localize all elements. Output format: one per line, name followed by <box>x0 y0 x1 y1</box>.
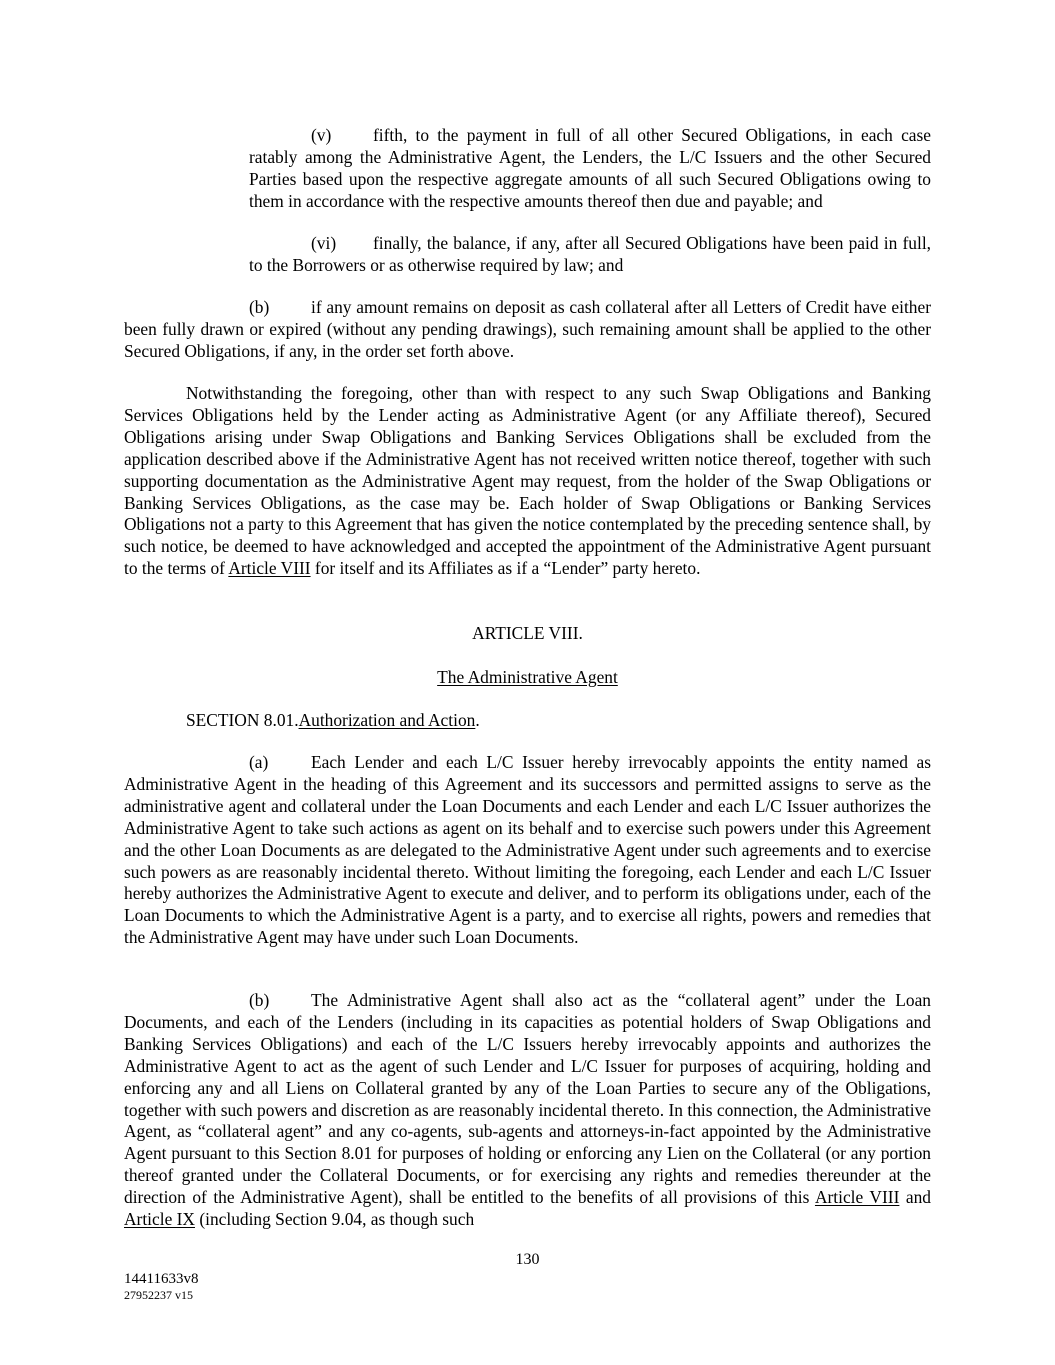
paragraph-text: finally, the balance, if any, after all Secured Obligations have been paid in full, to the Borrowers or as otherwise required by law; and <box>249 233 931 275</box>
article-heading: ARTICLE VIII. <box>472 623 583 643</box>
paragraph-text: The Administrative Agent shall also act as the “collateral agent” under the Loan Documents, and each of the Lenders (including in its capacities as potential holders of Swap Obligations and Banking Services Obligations) and each of the L/C Issuers hereby irrevocably appoints and authorizes the Administrative Agent to act as the agent of such Lender and L/C Issuer for purposes of acquiring, holding and enforcing any and all Liens on Collateral granted by any of the Loan Parties to secure any of the Obligations, together with such powers and discretion as are reasonably incidental thereto. In this connection, the Administrative Agent, as “collateral agent” and any co-agents, sub-agents and attorneys-in-fact appointed by the Administrative Agent pursuant to this Section 8.01 for purposes of holding or enforcing any Lien on the Collateral (or any portion thereof granted under the Collateral Documents, or for exercising any rights and remedies thereunder at the direction of the Administrative Agent), shall be entitled to the benefits of all provisions of this <box>124 990 931 1208</box>
section-heading: SECTION 8.01.Authorization and Action. <box>186 710 480 730</box>
article-ix-link[interactable]: Article IX <box>124 1209 195 1230</box>
page-number: 130 <box>515 1251 540 1268</box>
article-subheading-text: The Administrative Agent <box>437 667 618 687</box>
paragraph-label: (a) <box>249 752 269 772</box>
paragraph-v <box>249 125 931 213</box>
paragraph-vi <box>249 233 931 277</box>
paragraph-b-remaining-cash <box>124 297 931 363</box>
article-viii-link[interactable]: Article VIII <box>814 1187 900 1208</box>
document-id-primary: 14411633v8 <box>124 1271 199 1287</box>
paragraph-text: fifth, to the payment in full of all other Secured Obligations, in each case ratably among the Administrative Agent, the Lenders, the L/C Issuers and the other Secured Parties based upon the respective aggregate amounts of all such Secured Obligations owing to them in accordance with the respective amounts thereof then due and payable; and <box>249 125 931 211</box>
article-subheading <box>124 667 931 689</box>
paragraph-text: for itself and its Affiliates as if a “Lender” party hereto. <box>310 558 701 579</box>
section-title: Authorization and Action <box>298 710 476 730</box>
paragraph-text: Each Lender and each L/C Issuer hereby irrevocably appoints the entity named as Administrative Agent in the heading of this Agreement and its successors and permitted assigns to serve as the administrative agent and collateral under the Loan Documents and each Lender and each L/C Issuer authorizes the Administrative Agent to take such actions as agent on its behalf and to exercise such powers under this Agreement and the other Loan Documents as are delegated to the Administrative Agent under such agreements and to exercise such powers as are reasonably incidental thereto. Without limiting the foregoing, each Lender and each L/C Issuer hereby authorizes the Administrative Agent to execute and deliver, and to perform its obligations under, each of the Loan Documents to which the Administrative Agent is a party, and to exercise all rights, powers and remedies that the Administrative Agent may have under such Loan Documents. <box>124 752 931 948</box>
paragraph-text: if any amount remains on deposit as cash collateral after all Letters of Credit have either been fully drawn or expired (without any pending drawings), such remaining amount shall be applied to the other Secured Obligations, if any, in the order set forth above. <box>124 297 931 361</box>
paragraph-a-authorization <box>124 752 931 949</box>
document-id-secondary: 27952237 v15 <box>124 1288 193 1302</box>
paragraph-text: (including Section 9.04, as though such <box>194 1209 475 1230</box>
paragraph-label: (vi) <box>311 233 337 253</box>
paragraph-b-collateral-agent: (b) The Administrative Agent shall also act as the “collateral agent” under the Loan Documents, and each of the Lenders (including in its capacities as potential holders of Swap Obligations and Banking Services Obligations) and each of the L/C Issuers hereby irrevocably appoints and authorizes the Administrative Agent to act as the agent of such Lender and L/C Issuer for purposes of acquiring, holding and enforcing any and all Liens on Collateral granted by any of the Loan Parties to secure any of the Obligations, together with such powers and discretion as are reasonably incidental thereto. In this connection, the Administrative Agent, as “collateral agent” and any co-agents, sub-agents and attorneys-in-fact appointed by the Administrative Agent pursuant to this Section 8.01 for purposes of holding or enforcing any Lien on the Collateral (or any portion thereof granted under the Collateral Documents, or for exercising any rights and remedies thereunder at the direction of the Administrative Agent), shall be entitled to the benefits of all provisions of this Article VIII and Article IX (including Section 9.04, as though such <box>124 990 931 1230</box>
paragraph-notwithstanding <box>124 383 931 580</box>
section-number: SECTION 8.01. <box>186 710 299 730</box>
paragraph-text: Notwithstanding the foregoing, other than with respect to any such Swap Obligations and Banking Services Obligations held by the Lender acting as Administrative Agent (or any Affiliate thereof), Secured Obligations arising under Swap Obligations and Banking Services Obligations shall be excluded from the application described above if the Administrative Agent has not received written notice thereof, together with such supporting documentation as the Administrative Agent may request, from the holder of the Swap Obligations or Banking Services Obligations, as the case may be. Each holder of Swap Obligations or Banking Services Obligations not a party to this Agreement that has given the notice contemplated by the preceding sentence shall, by such notice, be deemed to have acknowledged and accepted the appointment of the Administrative Agent pursuant to the terms of <box>124 383 931 579</box>
article-viii-link[interactable]: Article VIII <box>228 558 311 579</box>
paragraph-label: (b) <box>249 297 270 317</box>
paragraph-label: (v) <box>311 125 332 145</box>
paragraph-label: (b) <box>249 990 270 1010</box>
